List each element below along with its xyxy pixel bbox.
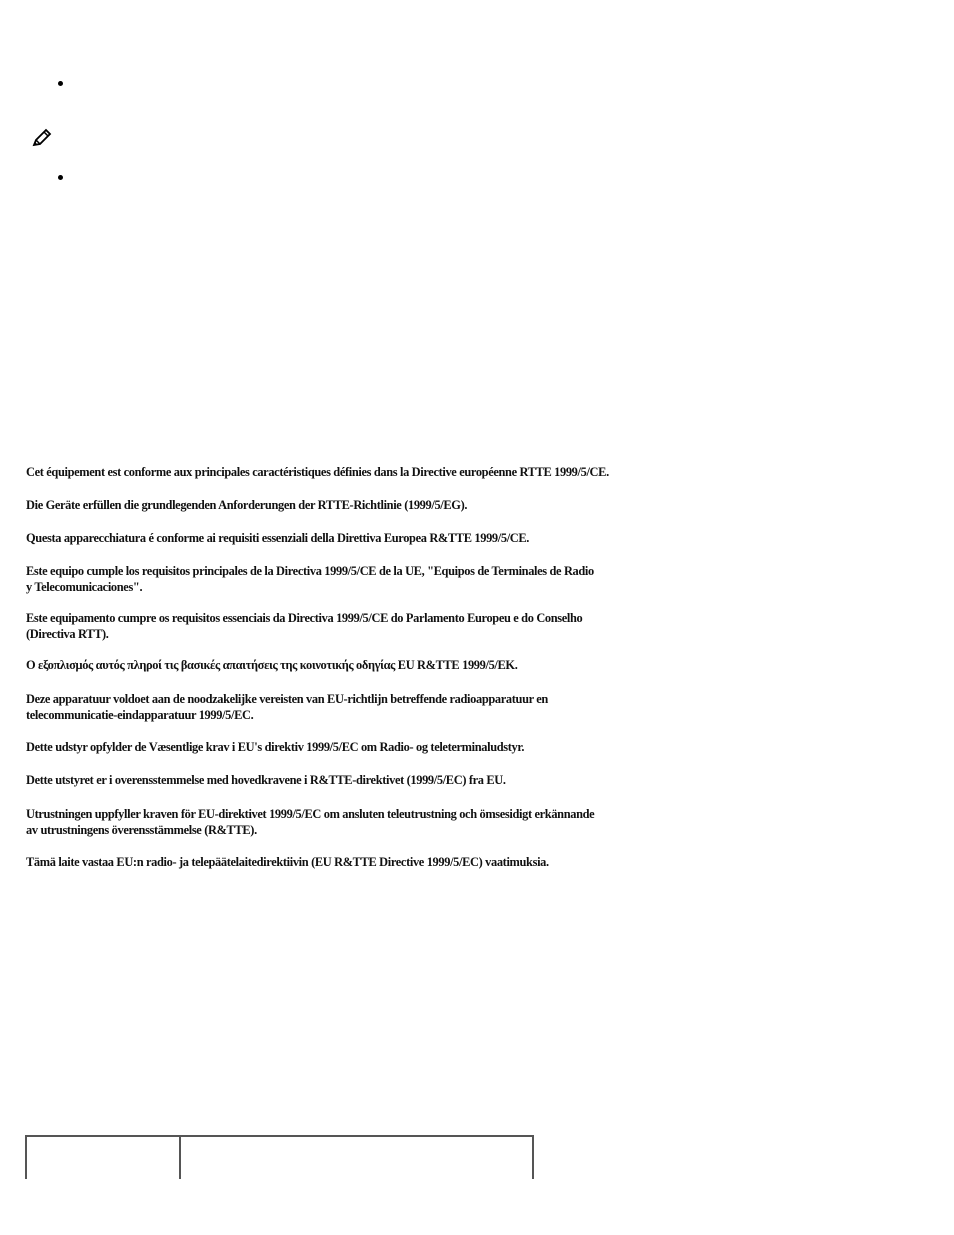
declaration-german: Die Geräte erfüllen die grundlegenden Anforderungen der RTTE-Richtlinie (1999/5/EG). <box>26 498 468 512</box>
table-frame <box>25 1135 534 1179</box>
declaration-french: Cet équipement est conforme aux principales caractéristiques définies dans la Directive européenne RTTE 1999/5/CE. <box>26 465 609 479</box>
declaration-dutch: Deze apparatuur voldoet aan de noodzakelijke vereisten van EU-richtlijn betreffende radioapparatuur en telecommunicatie-eindapparatuur 1999/5/EC. <box>26 692 548 722</box>
table-cell <box>27 1137 181 1179</box>
declaration-spanish: Este equipo cumple los requisitos principales de la Directiva 1999/5/CE de la UE, "Equipos de Terminales de Radio y Telecomunicaciones". <box>26 564 594 594</box>
list-bullet <box>58 175 63 180</box>
declaration-danish: Dette udstyr opfylder de Væsentlige krav i EU's direktiv 1999/5/EC om Radio- og teleterminaludstyr. <box>26 740 525 754</box>
declaration-norwegian: Dette utstyret er i overensstemmelse med hovedkravene i R&TTE-direktivet (1999/5/EC) fra EU. <box>26 773 506 787</box>
declaration-portuguese: Este equipamento cumpre os requisitos essenciais da Directiva 1999/5/CE do Parlamento Europeu e do Conselho (Directiva RTT). <box>26 611 583 641</box>
declaration-italian: Questa apparecchiatura é conforme ai requisiti essenziali della Direttiva Europea R&TTE 1999/5/CE. <box>26 531 530 545</box>
declaration-swedish: Utrustningen uppfyller kraven för EU-direktivet 1999/5/EC om ansluten teleutrustning och ömsesidigt erkännande av utrustningens överensstämmelse (R&TTE). <box>26 807 595 837</box>
declaration-greek: Ο εξοπλισμός αυτός πληροί τις βασικές απαιτήσεις της κοινοτικής οδηγίας EU R&TTE 1999/5/ΕΚ. <box>26 658 518 672</box>
list-bullet <box>58 81 63 86</box>
table-cell <box>181 1137 532 1179</box>
pencil-note-icon <box>31 128 53 148</box>
declaration-finnish: Tämä laite vastaa EU:n radio- ja telepäätelaitedirektiivin (EU R&TTE Directive 1999/5/EC) vaatimuksia. <box>26 855 549 869</box>
